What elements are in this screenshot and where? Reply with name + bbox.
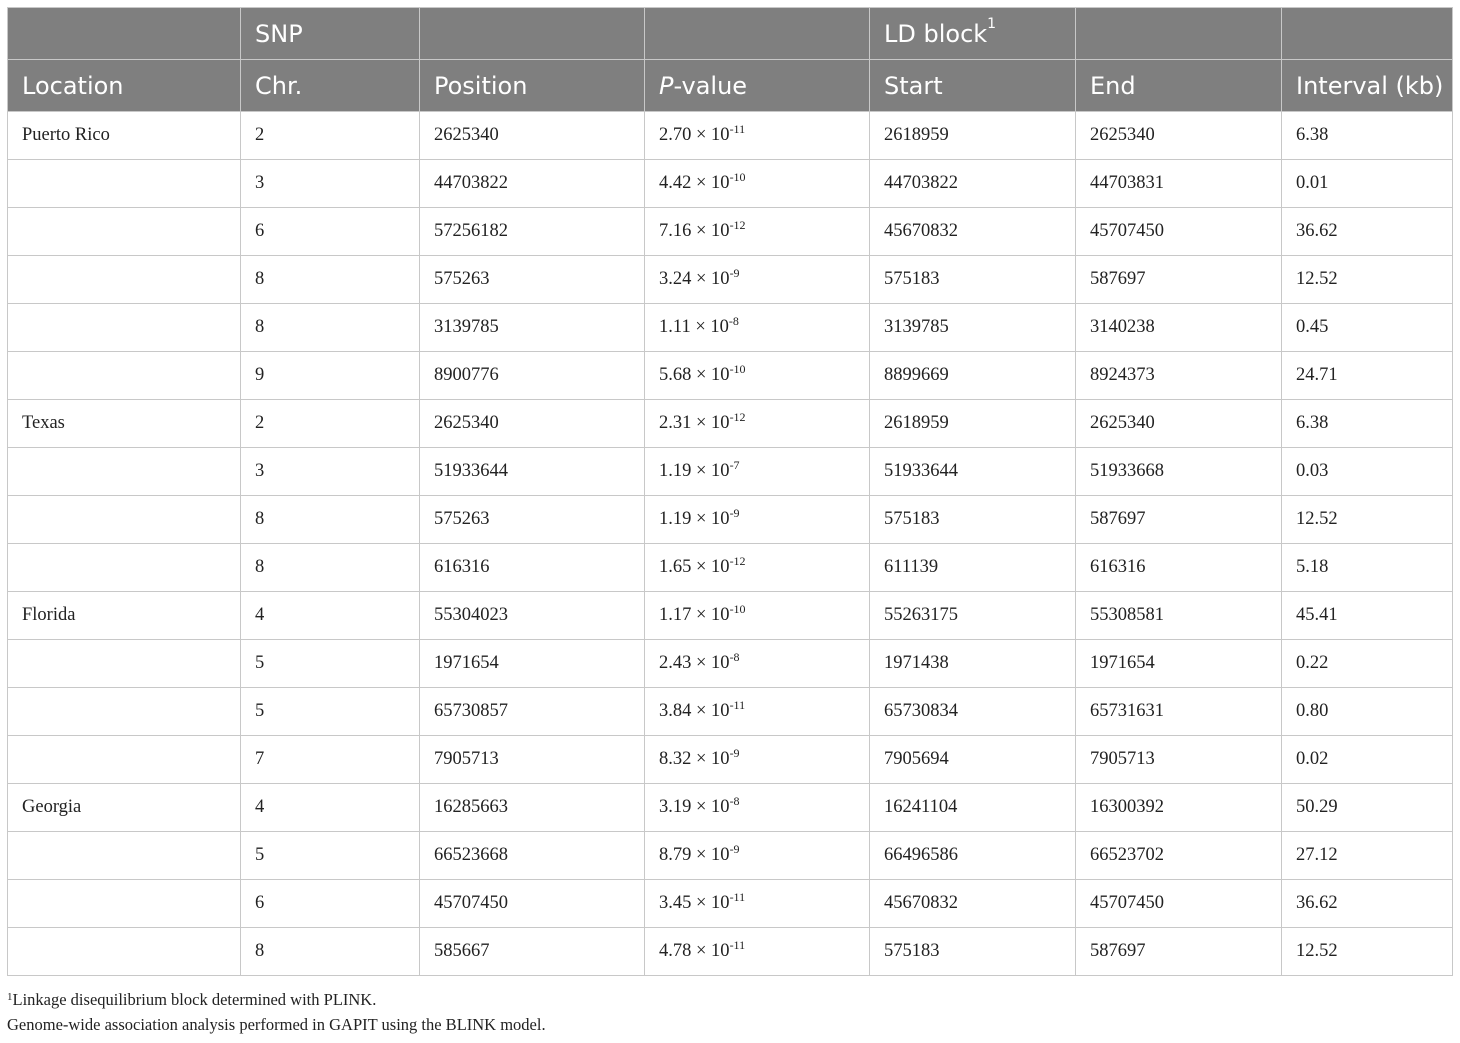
cell-location: Texas	[8, 400, 241, 448]
cell-location	[8, 304, 241, 352]
cell-start: 575183	[870, 496, 1076, 544]
pvalue-exponent: -12	[729, 218, 746, 232]
cell-location	[8, 496, 241, 544]
cell-interval: 24.71	[1282, 352, 1453, 400]
snp-results-table	[7, 7, 1453, 976]
header-group-empty	[645, 8, 870, 60]
cell-chr: 5	[241, 640, 420, 688]
pvalue-exponent: -12	[729, 410, 746, 424]
cell-chr: 8	[241, 496, 420, 544]
cell-chr: 6	[241, 880, 420, 928]
cell-interval: 6.38	[1282, 400, 1453, 448]
cell-position: 1971654	[420, 640, 645, 688]
cell-position: 575263	[420, 256, 645, 304]
table-row	[8, 544, 1453, 592]
cell-chr: 4	[241, 592, 420, 640]
table-row	[8, 736, 1453, 784]
cell-position: 585667	[420, 928, 645, 976]
cell-location	[8, 688, 241, 736]
header-group-row	[8, 8, 1453, 60]
cell-location	[8, 832, 241, 880]
cell-start: 7905694	[870, 736, 1076, 784]
column-header-position: Position	[420, 60, 645, 112]
cell-pvalue	[645, 736, 870, 784]
pvalue-exponent: -11	[729, 698, 746, 712]
pvalue-exponent: -11	[729, 122, 746, 136]
cell-pvalue	[645, 256, 870, 304]
table-row	[8, 400, 1453, 448]
cell-interval: 0.80	[1282, 688, 1453, 736]
cell-position: 57256182	[420, 208, 645, 256]
cell-position: 7905713	[420, 736, 645, 784]
cell-end: 66523702	[1076, 832, 1282, 880]
cell-interval: 0.01	[1282, 160, 1453, 208]
cell-interval: 27.12	[1282, 832, 1453, 880]
cell-pvalue	[645, 832, 870, 880]
cell-chr: 9	[241, 352, 420, 400]
table-row	[8, 112, 1453, 160]
cell-end: 2625340	[1076, 112, 1282, 160]
pvalue-mantissa: 8.79 × 10	[659, 845, 730, 865]
cell-end: 616316	[1076, 544, 1282, 592]
cell-interval: 0.02	[1282, 736, 1453, 784]
cell-location	[8, 640, 241, 688]
cell-start: 2618959	[870, 400, 1076, 448]
cell-location	[8, 352, 241, 400]
pvalue-mantissa: 5.68 × 10	[659, 365, 730, 385]
cell-end: 7905713	[1076, 736, 1282, 784]
cell-interval: 45.41	[1282, 592, 1453, 640]
header-group-snp-label: SNP	[255, 19, 303, 48]
table-row	[8, 256, 1453, 304]
cell-location: Puerto Rico	[8, 112, 241, 160]
cell-pvalue	[645, 160, 870, 208]
cell-chr: 7	[241, 736, 420, 784]
cell-end: 587697	[1076, 256, 1282, 304]
pvalue-exponent: -9	[729, 266, 740, 280]
pvalue-mantissa: 8.32 × 10	[659, 749, 730, 769]
pvalue-mantissa: 1.17 × 10	[659, 605, 730, 625]
cell-pvalue	[645, 112, 870, 160]
table-row	[8, 880, 1453, 928]
cell-location	[8, 256, 241, 304]
cell-end: 1971654	[1076, 640, 1282, 688]
footnote-1-marker: 1	[7, 991, 13, 1003]
cell-start: 575183	[870, 928, 1076, 976]
cell-pvalue	[645, 544, 870, 592]
pvalue-mantissa: 1.65 × 10	[659, 557, 730, 577]
header-group-empty	[8, 8, 241, 60]
header-group-empty	[1282, 8, 1453, 60]
header-group-ld-label: LD block	[884, 19, 988, 48]
pvalue-mantissa: 3.19 × 10	[659, 797, 730, 817]
cell-end: 587697	[1076, 496, 1282, 544]
cell-start: 65730834	[870, 688, 1076, 736]
cell-position: 51933644	[420, 448, 645, 496]
pvalue-exponent: -9	[729, 506, 740, 520]
pvalue-exponent: -11	[729, 938, 746, 952]
pvalue-exponent: -11	[729, 890, 746, 904]
cell-start: 45670832	[870, 208, 1076, 256]
cell-interval: 36.62	[1282, 880, 1453, 928]
cell-end: 65731631	[1076, 688, 1282, 736]
cell-interval: 50.29	[1282, 784, 1453, 832]
cell-interval: 12.52	[1282, 256, 1453, 304]
table-row	[8, 832, 1453, 880]
pvalue-mantissa: 2.70 × 10	[659, 125, 730, 145]
cell-start: 2618959	[870, 112, 1076, 160]
table-row	[8, 640, 1453, 688]
pvalue-mantissa: 1.11 × 10	[659, 317, 729, 337]
pvalue-exponent: -8	[728, 314, 739, 328]
cell-interval: 36.62	[1282, 208, 1453, 256]
cell-position: 616316	[420, 544, 645, 592]
cell-end: 8924373	[1076, 352, 1282, 400]
column-header-interval: Interval (kb)	[1282, 60, 1453, 112]
pvalue-exponent: -8	[729, 794, 740, 808]
table-row	[8, 304, 1453, 352]
cell-location	[8, 880, 241, 928]
cell-pvalue	[645, 928, 870, 976]
cell-position: 66523668	[420, 832, 645, 880]
cell-chr: 4	[241, 784, 420, 832]
cell-location: Georgia	[8, 784, 241, 832]
cell-chr: 6	[241, 208, 420, 256]
pvalue-mantissa: 7.16 × 10	[659, 221, 730, 241]
cell-location: Florida	[8, 592, 241, 640]
pvalue-rest: -value	[673, 71, 748, 100]
pvalue-mantissa: 2.43 × 10	[659, 653, 730, 673]
cell-chr: 8	[241, 544, 420, 592]
cell-start: 51933644	[870, 448, 1076, 496]
cell-end: 587697	[1076, 928, 1282, 976]
pvalue-exponent: -9	[729, 746, 740, 760]
header-group-ld-block	[870, 8, 1076, 60]
cell-start: 8899669	[870, 352, 1076, 400]
column-header-end: End	[1076, 60, 1282, 112]
cell-interval: 0.03	[1282, 448, 1453, 496]
header-group-empty	[1076, 8, 1282, 60]
cell-pvalue	[645, 640, 870, 688]
table-row	[8, 784, 1453, 832]
table-header	[8, 8, 1453, 112]
footnote-2	[7, 1012, 546, 1037]
cell-location	[8, 160, 241, 208]
cell-pvalue	[645, 592, 870, 640]
pvalue-mantissa: 3.45 × 10	[659, 893, 730, 913]
cell-chr: 3	[241, 448, 420, 496]
cell-end: 16300392	[1076, 784, 1282, 832]
cell-pvalue	[645, 400, 870, 448]
table-row	[8, 160, 1453, 208]
cell-location	[8, 208, 241, 256]
cell-start: 44703822	[870, 160, 1076, 208]
pvalue-exponent: -7	[729, 458, 740, 472]
footnote-2-text: Genome-wide association analysis performed in GAPIT using the BLINK model.	[7, 1015, 546, 1034]
pvalue-mantissa: 3.24 × 10	[659, 269, 730, 289]
table-footnotes	[7, 987, 546, 1037]
cell-start: 55263175	[870, 592, 1076, 640]
pvalue-mantissa: 2.31 × 10	[659, 413, 730, 433]
cell-pvalue	[645, 880, 870, 928]
cell-position: 65730857	[420, 688, 645, 736]
cell-interval: 5.18	[1282, 544, 1453, 592]
cell-start: 16241104	[870, 784, 1076, 832]
pvalue-mantissa: 4.78 × 10	[659, 941, 730, 961]
cell-chr: 8	[241, 928, 420, 976]
cell-end: 2625340	[1076, 400, 1282, 448]
cell-pvalue	[645, 784, 870, 832]
cell-start: 66496586	[870, 832, 1076, 880]
cell-position: 3139785	[420, 304, 645, 352]
footnote-marker: 1	[987, 15, 997, 32]
column-header-pvalue	[645, 60, 870, 112]
cell-start: 45670832	[870, 880, 1076, 928]
table-row	[8, 688, 1453, 736]
column-header-start: Start	[870, 60, 1076, 112]
cell-position: 44703822	[420, 160, 645, 208]
cell-pvalue	[645, 304, 870, 352]
cell-pvalue	[645, 688, 870, 736]
cell-position: 16285663	[420, 784, 645, 832]
cell-interval: 12.52	[1282, 928, 1453, 976]
header-group-snp	[241, 8, 420, 60]
cell-start: 3139785	[870, 304, 1076, 352]
pvalue-mantissa: 1.19 × 10	[659, 509, 730, 529]
cell-chr: 5	[241, 832, 420, 880]
cell-chr: 2	[241, 400, 420, 448]
pvalue-exponent: -10	[729, 362, 746, 376]
table-row	[8, 496, 1453, 544]
table-row	[8, 208, 1453, 256]
table-body	[8, 112, 1453, 976]
cell-chr: 8	[241, 304, 420, 352]
cell-end: 44703831	[1076, 160, 1282, 208]
pvalue-mantissa: 1.19 × 10	[659, 461, 730, 481]
table-row	[8, 448, 1453, 496]
cell-pvalue	[645, 352, 870, 400]
cell-chr: 3	[241, 160, 420, 208]
cell-chr: 2	[241, 112, 420, 160]
table-row	[8, 592, 1453, 640]
cell-end: 45707450	[1076, 208, 1282, 256]
cell-location	[8, 448, 241, 496]
cell-position: 2625340	[420, 400, 645, 448]
cell-position: 55304023	[420, 592, 645, 640]
cell-position: 45707450	[420, 880, 645, 928]
header-group-empty	[420, 8, 645, 60]
cell-pvalue	[645, 448, 870, 496]
cell-pvalue	[645, 208, 870, 256]
column-header-location: Location	[8, 60, 241, 112]
cell-interval: 0.22	[1282, 640, 1453, 688]
cell-start: 1971438	[870, 640, 1076, 688]
cell-end: 45707450	[1076, 880, 1282, 928]
footnote-1-text: Linkage disequilibrium block determined with PLINK.	[12, 990, 377, 1009]
cell-interval: 0.45	[1282, 304, 1453, 352]
cell-interval: 12.52	[1282, 496, 1453, 544]
header-column-row	[8, 60, 1453, 112]
cell-location	[8, 736, 241, 784]
cell-end: 55308581	[1076, 592, 1282, 640]
pvalue-exponent: -9	[729, 842, 740, 856]
footnote-1	[7, 987, 546, 1012]
pvalue-exponent: -10	[729, 170, 746, 184]
cell-location	[8, 928, 241, 976]
cell-start: 575183	[870, 256, 1076, 304]
table-row	[8, 928, 1453, 976]
cell-position: 575263	[420, 496, 645, 544]
cell-end: 3140238	[1076, 304, 1282, 352]
pvalue-exponent: -8	[729, 650, 740, 664]
pvalue-mantissa: 3.84 × 10	[659, 701, 730, 721]
cell-location	[8, 544, 241, 592]
cell-chr: 5	[241, 688, 420, 736]
table-row	[8, 352, 1453, 400]
cell-start: 611139	[870, 544, 1076, 592]
cell-chr: 8	[241, 256, 420, 304]
cell-position: 8900776	[420, 352, 645, 400]
pvalue-mantissa: 4.42 × 10	[659, 173, 730, 193]
column-header-chr: Chr.	[241, 60, 420, 112]
cell-position: 2625340	[420, 112, 645, 160]
cell-end: 51933668	[1076, 448, 1282, 496]
pvalue-exponent: -10	[729, 602, 746, 616]
cell-pvalue	[645, 496, 870, 544]
pvalue-italic: P	[659, 71, 674, 100]
pvalue-exponent: -12	[729, 554, 746, 568]
cell-interval: 6.38	[1282, 112, 1453, 160]
